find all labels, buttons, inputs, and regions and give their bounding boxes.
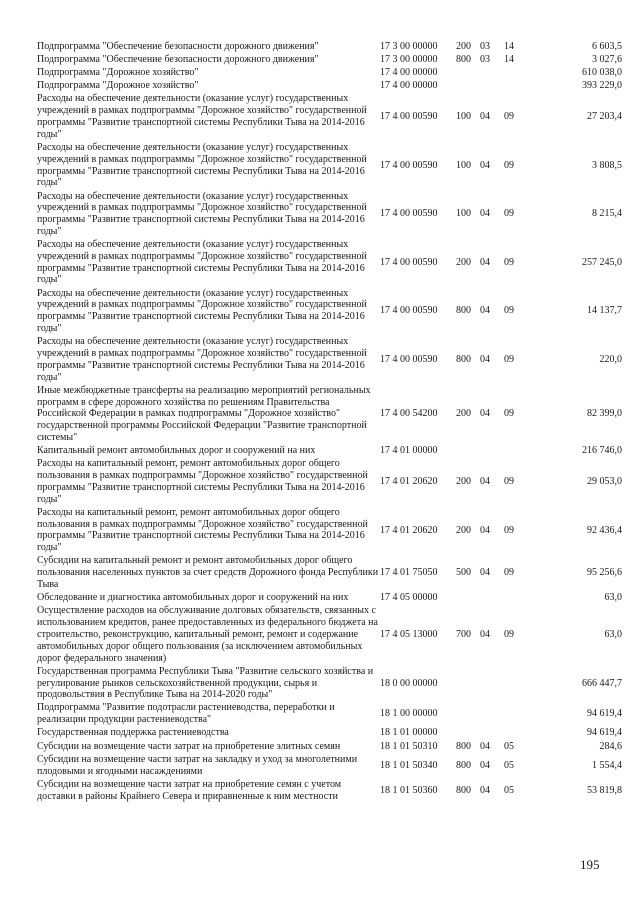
row-code: 18 1 01 50340 — [380, 759, 438, 771]
row-name: Расходы на обеспечение деятельности (оказание услуг) государственных учреждений в рамках подпрограммы "Дорожное хозяйство" государственной программы "Развитие транспортной системы Республики Тыва на 2014-2016 годы" — [37, 93, 367, 140]
row-expense-type — [456, 66, 480, 79]
row-section: 04 — [480, 628, 490, 640]
row-section: 04 — [480, 353, 490, 365]
row-subsection: 09 — [504, 524, 514, 536]
row-section — [480, 80, 504, 93]
table-row — [37, 40, 622, 53]
row-subsection: 09 — [504, 475, 514, 487]
row-name: Государственная поддержка растениеводства — [37, 727, 229, 739]
row-section: 04 — [480, 740, 490, 752]
row-code: 17 4 01 00000 — [380, 445, 438, 457]
table-row — [37, 605, 622, 665]
row-name: Подпрограмма "Обеспечение безопасности дорожного движения" — [37, 53, 319, 65]
row-subsection: 05 — [504, 759, 514, 771]
row-code: 17 4 00 00000 — [380, 80, 438, 92]
row-name: Иные межбюджетные трансферты на реализацию мероприятий региональных программ в сфере дорожного хозяйства по решениям Правительства Российской Федерации в рамках подпрограммы "Дорожное хозяйство" государственной программы Российской Федерации "Развитие транспортной системы" — [37, 384, 371, 443]
row-name: Субсидии на возмещение части затрат на приобретение семян с учетом доставки в районы Крайнего Севера и приравненные к ним местности — [37, 778, 342, 802]
row-name: Расходы на обеспечение деятельности (оказание услуг) государственных учреждений в рамках подпрограммы "Дорожное хозяйство" государственной программы "Развитие транспортной системы Республики Тыва на 2014-2016 годы" — [37, 141, 367, 189]
row-expense-type — [456, 80, 480, 93]
row-expense-type: 800 — [456, 53, 471, 65]
row-name: Расходы на капитальный ремонт, ремонт автомобильных дорог общего пользования в рамках подпрограммы "Дорожное хозяйство" государственной программы "Развитие транспортной системы Республики Тыва на 2014-2016 годы" — [37, 506, 368, 554]
row-name: Подпрограмма "Развитие подотрасли растениеводства, переработки и реализации продукции растениеводства" — [37, 702, 335, 726]
row-section: 04 — [480, 475, 490, 487]
row-subsection: 09 — [504, 567, 514, 579]
row-code: 17 4 05 00000 — [380, 592, 438, 604]
row-section: 03 — [480, 53, 490, 65]
row-section: 04 — [480, 305, 490, 317]
row-subsection: 14 — [504, 40, 514, 52]
row-amount: 284,6 — [599, 740, 622, 752]
table-row — [37, 190, 622, 239]
row-expense-type: 800 — [456, 740, 471, 752]
row-amount: 27 203,4 — [587, 111, 622, 123]
row-subsection — [504, 66, 538, 79]
table-row — [37, 591, 622, 604]
row-amount: 393 229,0 — [582, 80, 622, 92]
table-row — [37, 753, 622, 778]
row-name: Расходы на обеспечение деятельности (оказание услуг) государственных учреждений в рамках подпрограммы "Дорожное хозяйство" государственной программы "Развитие транспортной системы Республики Тыва на 2014-2016 годы" — [37, 336, 367, 383]
page-number: 195 — [580, 857, 600, 872]
row-amount: 666 447,7 — [582, 677, 622, 689]
row-section: 04 — [480, 111, 490, 123]
row-section: 04 — [480, 784, 490, 796]
row-code: 17 4 01 20620 — [380, 524, 438, 536]
row-name: Расходы на обеспечение деятельности (оказание услуг) государственных учреждений в рамках подпрограммы "Дорожное хозяйство" государственной программы "Развитие транспортной системы Республики Тыва на 2014-2016 годы" — [37, 239, 367, 286]
row-section: 04 — [480, 567, 490, 579]
row-code: 17 4 00 00590 — [380, 305, 438, 317]
row-subsection: 09 — [504, 305, 514, 317]
row-amount: 1 554,4 — [592, 759, 622, 771]
row-code: 18 1 01 00000 — [380, 727, 438, 739]
row-code: 17 4 00 00000 — [380, 67, 438, 79]
row-subsection: 14 — [504, 53, 514, 65]
row-expense-type — [456, 591, 480, 604]
row-amount: 6 603,5 — [592, 40, 622, 52]
row-code: 17 3 00 00000 — [380, 53, 438, 65]
row-subsection: 09 — [504, 111, 514, 123]
table-row — [37, 80, 622, 93]
table-row — [37, 444, 622, 457]
row-code: 18 1 01 50360 — [380, 784, 438, 796]
row-amount: 257 245,0 — [582, 256, 622, 268]
row-code: 17 4 00 00590 — [380, 208, 438, 220]
row-amount: 3 027,6 — [592, 53, 622, 65]
row-name: Субсидии на капитальный ремонт и ремонт автомобильных дорог общего пользования населенных пунктов за счет средств Дорожного фонда Республики Тыва — [37, 555, 379, 590]
row-subsection — [504, 665, 538, 702]
table-row — [37, 555, 622, 592]
row-section — [480, 66, 504, 79]
row-code: 18 1 01 50310 — [380, 740, 438, 752]
row-amount: 14 137,7 — [587, 305, 622, 317]
row-amount: 29 053,0 — [587, 475, 622, 487]
row-name: Расходы на капитальный ремонт, ремонт автомобильных дорог общего пользования в рамках подпрограммы "Дорожное хозяйство" государственной программы "Развитие транспортной системы Республики Тыва на 2014-2016 годы" — [37, 458, 368, 505]
row-expense-type: 200 — [456, 256, 471, 268]
row-code: 17 4 01 20620 — [380, 475, 438, 487]
row-section: 03 — [480, 40, 490, 52]
row-expense-type: 200 — [456, 475, 471, 487]
row-expense-type: 100 — [456, 159, 471, 171]
row-subsection — [504, 591, 538, 604]
row-code: 18 0 00 00000 — [380, 677, 438, 689]
row-subsection: 09 — [504, 256, 514, 268]
row-section — [480, 444, 504, 457]
row-amount: 8 215,4 — [592, 208, 622, 220]
row-expense-type: 100 — [456, 208, 471, 220]
row-amount: 94 619,4 — [587, 708, 622, 720]
row-name: Обследование и диагностика автомобильных дорог и сооружений на них — [37, 592, 349, 604]
row-amount: 63,0 — [604, 628, 622, 640]
row-amount: 610 038,0 — [582, 67, 622, 79]
table-row — [37, 778, 622, 803]
row-section — [480, 727, 504, 740]
row-section — [480, 591, 504, 604]
row-code: 17 4 01 75050 — [380, 567, 438, 579]
row-expense-type — [456, 665, 480, 702]
row-expense-type — [456, 444, 480, 457]
row-subsection: 05 — [504, 784, 514, 796]
row-subsection: 05 — [504, 740, 514, 752]
row-section: 04 — [480, 208, 490, 220]
row-name: Капитальный ремонт автомобильных дорог и сооружений на них — [37, 445, 316, 457]
table-row — [37, 53, 622, 66]
row-name: Расходы на обеспечение деятельности (оказание услуг) государственных учреждений в рамках подпрограммы "Дорожное хозяйство" государственной программы "Развитие транспортной системы Республики Тыва на 2014-2016 годы" — [37, 190, 367, 237]
table-row — [37, 384, 622, 444]
row-name: Расходы на обеспечение деятельности (оказание услуг) государственных учреждений в рамках подпрограммы "Дорожное хозяйство" государственной программы "Развитие транспортной системы Республики Тыва на 2014-2016 годы" — [37, 287, 367, 335]
row-expense-type: 100 — [456, 111, 471, 123]
table-row — [37, 93, 622, 142]
row-name: Подпрограмма "Дорожное хозяйство" — [37, 80, 199, 92]
row-name: Осуществление расходов на обслуживание долговых обязательств, связанных с использованием кредитов, ранее предоставленных из федерального бюджета на строительство, реконструкцию, капитальный ремонт, ремонт и содержание автомобильных дорог общего пользования (за исключением автомобильных дорог федерального значения) — [37, 605, 378, 664]
row-expense-type — [456, 727, 480, 740]
row-code: 17 3 00 00000 — [380, 40, 438, 52]
row-section: 04 — [480, 524, 490, 536]
table-row — [37, 141, 622, 190]
row-amount: 82 399,0 — [587, 408, 622, 420]
row-subsection: 09 — [504, 408, 514, 420]
row-name: Подпрограмма "Обеспечение безопасности дорожного движения" — [37, 40, 319, 52]
row-subsection — [504, 702, 538, 727]
row-expense-type: 200 — [456, 524, 471, 536]
row-code: 17 4 00 00590 — [380, 353, 438, 365]
row-subsection: 09 — [504, 208, 514, 220]
table-row — [37, 740, 622, 753]
row-section — [480, 702, 504, 727]
table-row — [37, 66, 622, 79]
budget-table-body — [37, 40, 622, 803]
table-row — [37, 287, 622, 336]
row-amount: 53 819,8 — [587, 784, 622, 796]
row-name: Подпрограмма "Дорожное хозяйство" — [37, 67, 199, 79]
row-expense-type: 500 — [456, 567, 471, 579]
row-amount: 94 619,4 — [587, 727, 622, 739]
row-amount: 216 746,0 — [582, 445, 622, 457]
row-subsection — [504, 444, 538, 457]
table-row — [37, 238, 622, 287]
row-section: 04 — [480, 408, 490, 420]
table-row — [37, 665, 622, 702]
row-name: Субсидии на возмещение части затрат на приобретение элитных семян — [37, 740, 341, 752]
row-amount: 63,0 — [604, 592, 622, 604]
row-section — [480, 665, 504, 702]
row-name: Государственная программа Республики Тыва "Развитие сельского хозяйства и регулирование рынков сельскохозяйственной продукции, сырья и продовольствия в Республике Тыва на 2014-2020 годы" — [37, 665, 374, 701]
row-subsection — [504, 727, 538, 740]
row-expense-type: 200 — [456, 408, 471, 420]
row-subsection: 09 — [504, 628, 514, 640]
row-expense-type: 700 — [456, 628, 471, 640]
row-section: 04 — [480, 759, 490, 771]
row-code: 17 4 00 00590 — [380, 256, 438, 268]
row-amount: 92 436,4 — [587, 524, 622, 536]
table-row — [37, 458, 622, 507]
row-name: Субсидии на возмещение части затрат на закладку и уход за многолетними плодовыми и ягодными насаждениями — [37, 753, 358, 777]
row-expense-type: 800 — [456, 305, 471, 317]
row-subsection — [504, 80, 538, 93]
row-code: 17 4 05 13000 — [380, 628, 438, 640]
row-subsection: 09 — [504, 353, 514, 365]
row-expense-type: 800 — [456, 759, 471, 771]
row-code: 18 1 00 00000 — [380, 708, 438, 720]
row-code: 17 4 00 00590 — [380, 159, 438, 171]
table-row — [37, 506, 622, 555]
row-section: 04 — [480, 256, 490, 268]
budget-table — [37, 40, 622, 803]
row-section: 04 — [480, 159, 490, 171]
row-expense-type: 200 — [456, 40, 471, 52]
row-amount: 95 256,6 — [587, 567, 622, 579]
row-expense-type — [456, 702, 480, 727]
row-amount: 220,0 — [599, 353, 622, 365]
table-row — [37, 336, 622, 385]
table-row — [37, 727, 622, 740]
row-expense-type: 800 — [456, 353, 471, 365]
row-code: 17 4 00 00590 — [380, 111, 438, 123]
row-subsection: 09 — [504, 159, 514, 171]
row-expense-type: 800 — [456, 784, 471, 796]
row-amount: 3 808,5 — [592, 159, 622, 171]
table-row — [37, 702, 622, 727]
row-code: 17 4 00 54200 — [380, 408, 438, 420]
